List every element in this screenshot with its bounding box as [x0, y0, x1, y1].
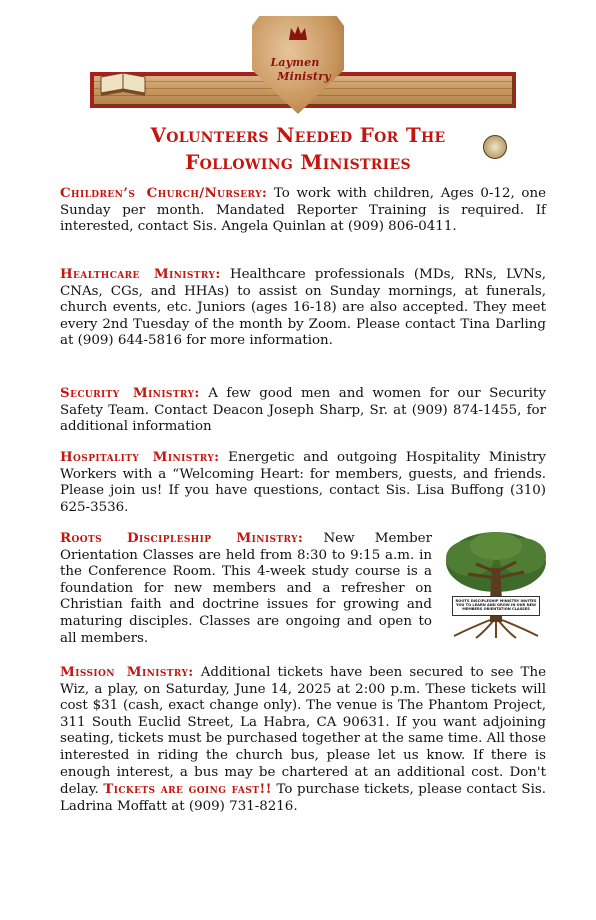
section-body: A few good men and women for our Security Safety Team. Contact Deacon Joseph Sharp, Sr. at (909) 874-1455, for additional information: [60, 386, 546, 435]
section-body: Additional tickets have been secured to see The Wiz, a play, on Saturday, June 14, 2025 at 2:00 p.m. These tickets will cost $31 (cash, exact change only). The venue is The Phantom Project, 311 South Euclid Street, La Habra, CA 90631. If you want adjoining seating, tickets must be purchased together at the same time. All those interested in riding the church bus, please let us know. If there is enough interest, a bus may be chartered at an additional cost. Don't delay.: [60, 665, 547, 798]
section-closing: To purchase tickets, please contact Sis. Ladrina Moffatt at (909) 731-8216.: [60, 782, 546, 814]
section-label: Children’s Church/Nursery:: [60, 185, 268, 201]
section-label: Security Ministry:: [60, 385, 200, 401]
section-label: Mission Ministry:: [60, 664, 194, 680]
section-hospitality-ministry: [60, 449, 546, 516]
tree-caption: ROOTS DISCIPLESHIP MINISTRY INVITES YOU TO LEARN AND GROW IN OUR NEW MEMBERS ORIENTATION CLASSES: [452, 596, 540, 616]
title-line-2: Following Ministries: [185, 150, 411, 174]
section-label: Hospitality Ministry:: [60, 449, 220, 465]
section-roots-discipleship: [60, 530, 432, 647]
crown-icon: [288, 24, 308, 42]
title-line-1: Volunteers Needed For The: [150, 123, 446, 147]
section-healthcare-ministry: [60, 266, 546, 350]
page-title: [40, 122, 556, 176]
section-body: To work with children, Ages 0-12, one Sunday per month. Mandated Reporter Training is required. If interested, contact Sis. Angela Quinlan at (909) 806-0411.: [60, 186, 546, 235]
section-body: Healthcare professionals (MDs, RNs, LVNs, CNAs, CGs, and HHAs) to assist on Sunday mornings, at funerals, church events, etc. Juniors (ages 16-18) are also accepted. They meet every 2nd Tuesday of the month by Zoom. Please contact Tina Darling at (909) 644-5816 for more information.: [60, 267, 546, 349]
open-book-icon: [99, 69, 147, 97]
laymen-ministry-logo: Laymen Ministry: [252, 16, 344, 114]
section-security-ministry: [60, 385, 546, 436]
section-mission-ministry: [60, 664, 546, 815]
section-label: Healthcare Ministry:: [60, 266, 221, 282]
tickets-callout: Tickets are going fast!!: [103, 781, 272, 798]
roots-tree-image: [440, 528, 552, 640]
section-childrens-church: [60, 185, 546, 236]
tree-icon: [440, 528, 552, 640]
section-body: Energetic and outgoing Hospitality Ministry Workers with a “Welcoming Heart: for members, guests, and friends. Please join us! If you have questions, contact Sis. Lisa Buffong (310) 625-3536.: [60, 450, 546, 515]
section-body: New Member Orientation Classes are held from 8:30 to 9:15 a.m. in the Conference Room. This 4-week study course is a foundation for new members and a refresher on Christian faith and doctrine issues for growing and maturing disciples. Classes are ongoing and open to all members.: [60, 531, 432, 646]
header-banner: [80, 16, 520, 122]
section-label: Roots Discipleship Ministry:: [60, 530, 304, 546]
